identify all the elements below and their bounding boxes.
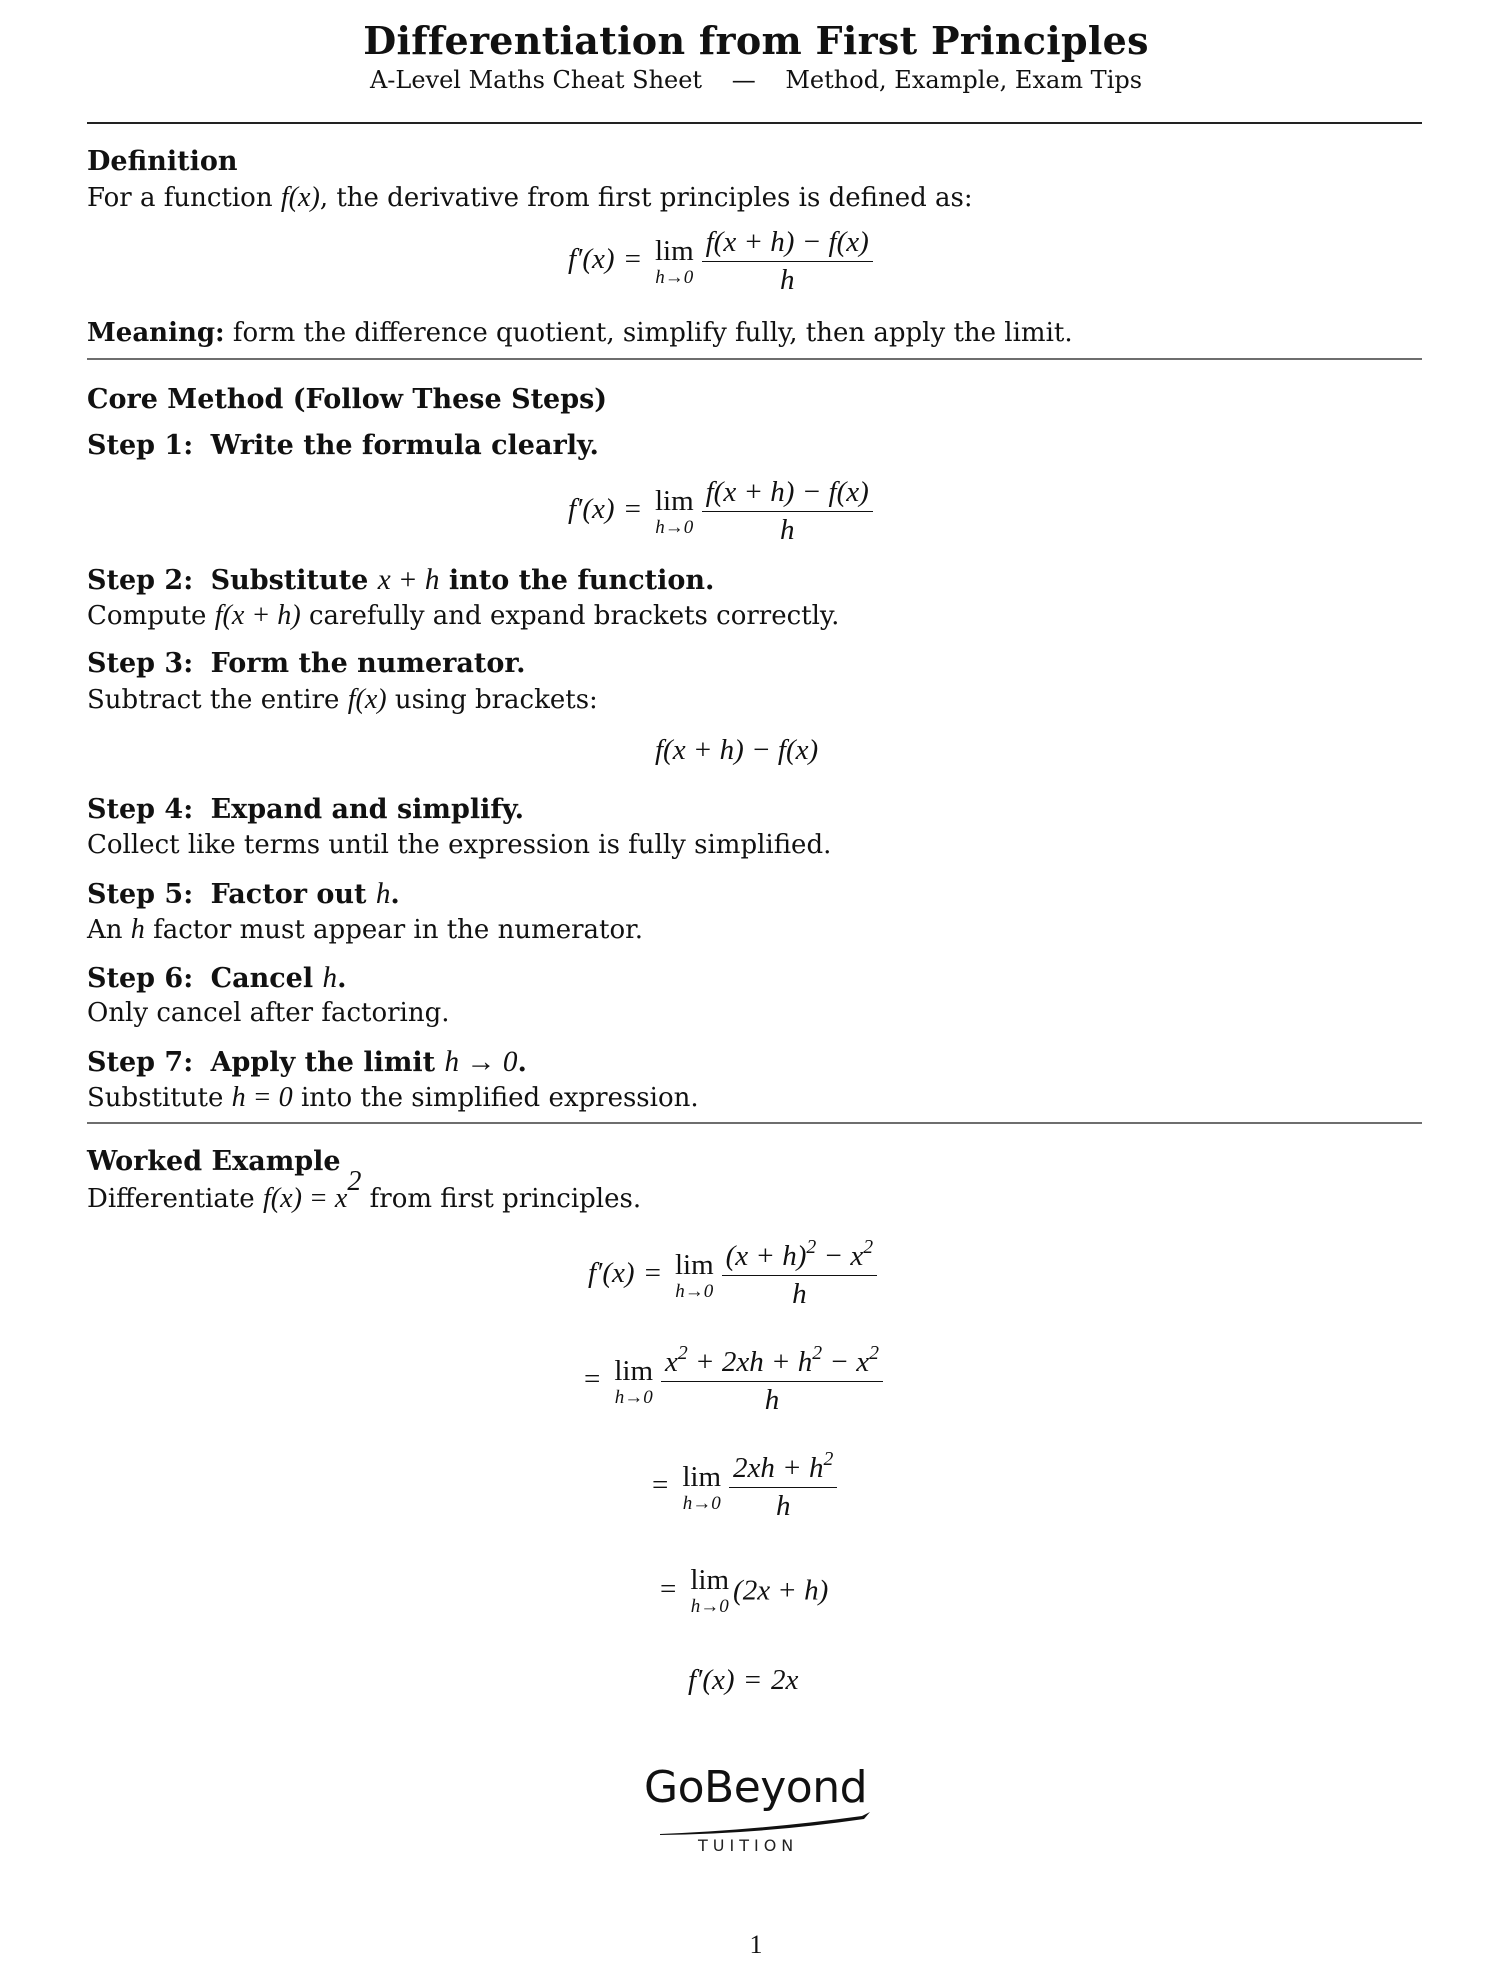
definition-intro <box>87 182 973 214</box>
example-fraction <box>661 1342 883 1417</box>
page-number: 1 <box>749 1930 763 1959</box>
num-sup: 2 <box>677 1342 688 1365</box>
step-3-body-math: f(x) <box>347 684 387 715</box>
step-3-display: f(x + h) − f(x) <box>655 734 819 766</box>
lim-word: lim <box>654 234 694 267</box>
step-2-body-math: f(x + h) <box>214 600 301 631</box>
step-5-title <box>87 878 400 911</box>
lim-word: lim <box>654 484 694 517</box>
step-7-body-post: into the simplified expression. <box>292 1083 699 1113</box>
lim-subscript: h→0 <box>682 1492 721 1514</box>
step-2-text-pre: Substitute <box>210 565 378 596</box>
num-sup: 2 <box>806 1236 817 1259</box>
step-3-body-pre: Subtract the entire <box>87 685 348 715</box>
lim-word: lim <box>690 1564 730 1596</box>
num-part: 2xh + h <box>733 1452 824 1484</box>
lim-subscript: h→0 <box>690 1596 729 1617</box>
step-3-title <box>87 648 526 679</box>
step-7-body-math: h = 0 <box>231 1082 293 1113</box>
definition-meaning <box>87 318 1073 348</box>
example-fraction <box>722 1236 877 1311</box>
subtitle-left: A-Level Maths Cheat Sheet <box>369 66 703 94</box>
step-2-title <box>87 564 714 597</box>
step-1-formula <box>568 476 877 547</box>
step-6-title <box>87 962 346 995</box>
step-6-body: Only cancel after factoring. <box>87 998 450 1028</box>
step-1-label: Step 1: <box>87 430 194 461</box>
step-5-body-post: factor must appear in the numerator. <box>144 915 643 945</box>
result-rhs: 2x <box>770 1664 799 1696</box>
method-heading: Core Method (Follow These Steps) <box>87 384 608 415</box>
example-intro-post: from first principles. <box>361 1183 642 1214</box>
limit-operator <box>654 234 694 288</box>
result-equals: = <box>744 1664 761 1696</box>
limit-operator <box>654 484 694 538</box>
fraction-denominator: h <box>779 514 795 546</box>
example-heading: Worked Example <box>87 1146 341 1177</box>
limit-operator <box>614 1354 654 1408</box>
limit-operator <box>682 1460 722 1514</box>
step-3-body-post: using brackets: <box>386 685 598 715</box>
fraction-numerator <box>722 1236 877 1276</box>
step-6-text-pre: Cancel <box>210 963 323 994</box>
fraction-denominator: h <box>775 1490 791 1522</box>
example-line-2 <box>584 1342 887 1417</box>
step-1-title <box>87 430 599 461</box>
num-part: (x + h) <box>725 1240 807 1272</box>
step-2-body-post: carefully and expand brackets correctly. <box>300 601 840 631</box>
step-6-label: Step 6: <box>87 963 194 994</box>
gobeyond-logo <box>640 1762 880 1862</box>
method-divider <box>87 1122 1422 1124</box>
step-5-text-pre: Factor out <box>210 879 376 910</box>
definition-divider <box>87 358 1422 360</box>
page-subtitle <box>0 66 1512 94</box>
fraction-denominator: h <box>764 1384 780 1416</box>
definition-intro-pre: For a function <box>87 183 281 213</box>
step-4-label: Step 4: <box>87 794 194 825</box>
definition-intro-post: , the derivative from first principles is defined as: <box>319 183 973 213</box>
num-sup: 2 <box>812 1342 823 1365</box>
example-equals: = <box>660 1572 677 1605</box>
lim-subscript: h→0 <box>614 1386 653 1408</box>
logo-wordmark: GoBeyond <box>644 1762 868 1813</box>
step-3-body <box>87 684 598 716</box>
example-lhs: f′(x) <box>588 1257 635 1290</box>
fraction-numerator <box>729 1448 837 1488</box>
num-part: x <box>665 1346 678 1378</box>
num-sup: 2 <box>823 1448 834 1471</box>
definition-heading: Definition <box>87 146 238 177</box>
step-5-label: Step 5: <box>87 879 194 910</box>
step-1-text: Write the formula clearly. <box>210 430 599 461</box>
example-equals: = <box>652 1469 669 1502</box>
step-5-body <box>87 914 643 946</box>
step-3-text: Form the numerator. <box>210 648 526 679</box>
difference-quotient <box>702 226 873 297</box>
formula-equals: = <box>624 243 641 276</box>
definition-intro-fx: f(x) <box>280 182 320 213</box>
step-4-body: Collect like terms until the expression is fully simplified. <box>87 830 832 860</box>
step-7-text-post: . <box>517 1047 527 1078</box>
fraction-numerator: f(x + h) − f(x) <box>702 476 873 512</box>
limit-operator <box>690 1566 729 1616</box>
step-7-title <box>87 1046 527 1079</box>
header-divider <box>87 122 1422 124</box>
fraction-numerator: f(x + h) − f(x) <box>702 226 873 262</box>
lim-word: lim <box>682 1460 722 1493</box>
num-part: + 2xh + h <box>687 1346 813 1378</box>
step-5-math: h <box>375 878 391 910</box>
fraction-denominator: h <box>792 1278 807 1310</box>
example-intro-sup: 2 <box>347 1166 362 1197</box>
example-result <box>688 1664 798 1697</box>
step-6-text-post: . <box>337 963 347 994</box>
step-7-label: Step 7: <box>87 1047 194 1078</box>
definition-formula <box>568 226 877 297</box>
step-2-body-pre: Compute <box>87 601 215 631</box>
num-sup: 2 <box>869 1342 879 1365</box>
example-line-4 <box>660 1566 828 1616</box>
step-4-title <box>87 794 524 825</box>
example-intro <box>87 1166 642 1215</box>
lim-subscript: h→0 <box>655 266 694 288</box>
example-line-1 <box>588 1236 881 1311</box>
step-7-math: h → 0 <box>444 1046 518 1078</box>
lim-subscript: h→0 <box>675 1280 714 1302</box>
step-2-text-post: into the function. <box>439 565 715 596</box>
num-part: − x <box>822 1346 870 1378</box>
subtitle-right: Method, Example, Exam Tips <box>785 66 1143 94</box>
step-5-body-pre: An <box>87 915 131 945</box>
lim-subscript: h→0 <box>655 516 694 538</box>
meaning-label: Meaning: <box>87 318 225 348</box>
step-2-math: x + h <box>377 564 440 596</box>
fraction-numerator <box>661 1342 883 1382</box>
fraction-denominator: h <box>779 264 795 296</box>
subtitle-dash: — <box>731 66 756 94</box>
step-2-label: Step 2: <box>87 565 194 596</box>
step-2-body <box>87 600 839 632</box>
step-5-text-post: . <box>390 879 400 910</box>
limit-operator <box>674 1248 714 1302</box>
example-equals: = <box>644 1257 661 1290</box>
logo-tagline: TUITION <box>698 1836 799 1855</box>
meaning-text: form the difference quotient, simplify fully, then apply the limit. <box>224 318 1073 348</box>
formula-lhs: f′(x) <box>568 243 615 276</box>
example-intro-math: f(x) = x <box>262 1182 348 1214</box>
example-equals: = <box>584 1363 601 1396</box>
step-7-text-pre: Apply the limit <box>210 1047 445 1078</box>
lim-word: lim <box>614 1354 654 1387</box>
formula-lhs: f′(x) <box>568 493 615 526</box>
example-fraction <box>729 1448 837 1523</box>
num-part: − x <box>816 1240 864 1272</box>
difference-quotient <box>702 476 873 547</box>
num-sup: 2 <box>863 1236 874 1259</box>
example-line-3 <box>652 1448 841 1523</box>
step-4-text: Expand and simplify. <box>210 794 524 825</box>
limit-expression: (2x + h) <box>733 1574 829 1607</box>
result-lhs: f′(x) <box>688 1664 735 1696</box>
page-title: Differentiation from First Principles <box>363 18 1149 63</box>
step-7-body-pre: Substitute <box>87 1083 232 1113</box>
lim-word: lim <box>674 1248 714 1281</box>
step-6-math: h <box>322 962 338 994</box>
formula-equals: = <box>624 493 641 526</box>
logo-swoosh-icon <box>640 1808 880 1838</box>
step-5-body-math: h <box>130 914 145 945</box>
example-intro-pre: Differentiate <box>87 1183 263 1214</box>
step-3-label: Step 3: <box>87 648 194 679</box>
step-7-body <box>87 1082 699 1114</box>
